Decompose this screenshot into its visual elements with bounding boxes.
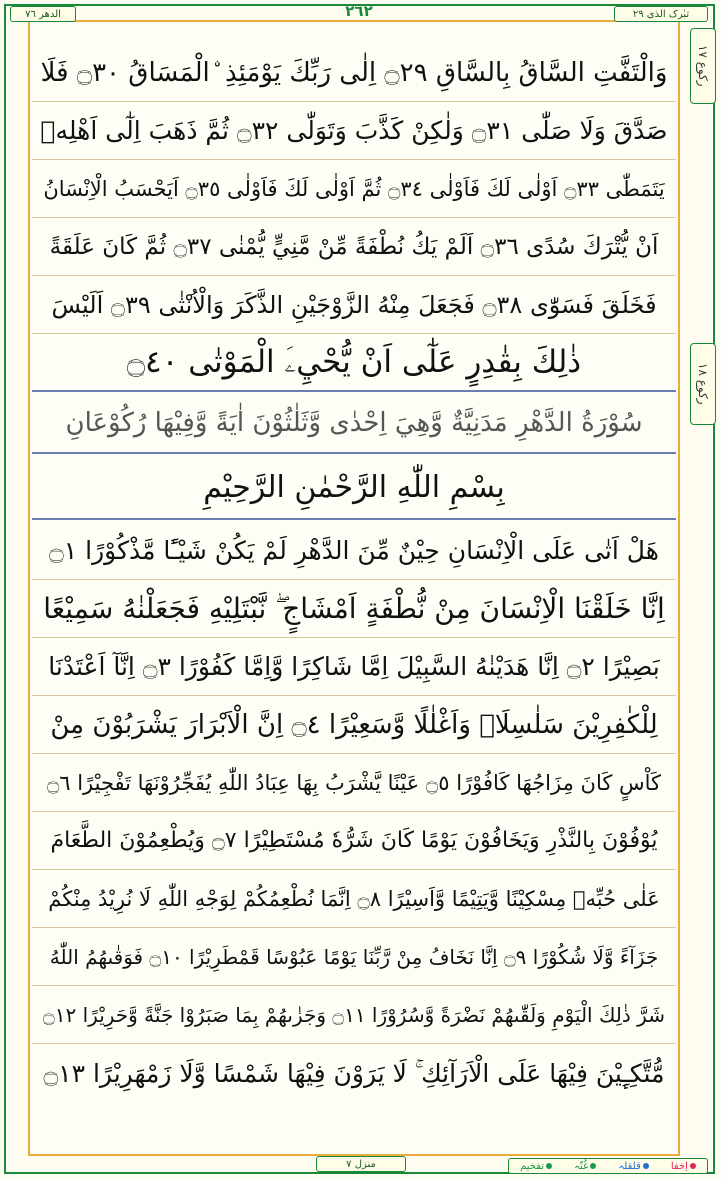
verse-line-1: وَالْتَفَّتِ السَّاقُ بِالسَّاقِ ۝٢٩ اِلٰى رَبِّكَ يَوْمَئِذِ ۨالْمَسَاقُ ۝٣٠ فَلَا	[32, 44, 676, 102]
verse-line-2: صَدَّقَ وَلَا صَلّٰى ۝٣١ وَلٰكِنْ كَذَّبَ وَتَوَلّٰى ۝٣٢ ثُمَّ ذَهَبَ اِلٰٓى اَهْلِهٖ	[32, 102, 676, 160]
verse-line-8: اِنَّا خَلَقْنَا الْاِنْسَانَ مِنْ نُّطْفَةٍ اَمْشَاجٍ ۖ نَّبْتَلِيْهِ فَجَعَلْنٰهُ سَمِيْعًا	[32, 580, 676, 638]
verse-line-6: ذٰلِكَ بِقٰدِرٍ عَلٰٓى اَنْ يُّحْيِۦَ الْمَوْتٰى ۝٤٠	[32, 334, 676, 392]
verse-line-14: جَزَآءً وَّلَا شُكُوْرًا ۝٩ اِنَّا نَخَافُ مِنْ رَّبِّنَا يَوْمًا عَبُوْسًا قَمْطَرِيْرًا ۝١٠ فَوَقٰىهُمُ اللّٰهُ	[32, 928, 676, 986]
legend-item-ikhfa: اِخفا	[671, 1161, 696, 1172]
verse-line-3: يَتَمَطّٰى ۝٣٣ اَوْلٰى لَكَ فَاَوْلٰى ۝٣٤ ثُمَّ اَوْلٰى لَكَ فَاَوْلٰى ۝٣٥ اَيَحْسَبُ الْاِنْسَانُ	[32, 160, 676, 218]
legend-item-tafkheem: تفخیم	[520, 1161, 552, 1172]
red-dot-icon	[690, 1163, 696, 1169]
surah-label: الدھر ٧٦	[10, 6, 76, 22]
green-dot-icon	[590, 1163, 596, 1169]
surah-header: سُوْرَةُ الدَّهْرِ مَدَنِيَّةٌ وَّهِيَ اِحْدٰى وَّثَلٰثُوْنَ اٰيَةً وَّفِيْهَا رُكُوْعَانِ	[32, 394, 676, 454]
blue-dot-icon	[643, 1163, 649, 1169]
verse-line-11: كَاْسٍ كَانَ مِزَاجُهَا كَافُوْرًا ۝٥ عَيْنًا يَّشْرَبُ بِهَا عِبَادُ اللّٰهِ يُفَجِّرُوْنَهَا تَفْجِيْرًا ۝٦	[32, 754, 676, 812]
bismillah: بِسْمِ اللّٰهِ الرَّحْمٰنِ الرَّحِيْمِ	[32, 456, 676, 520]
verse-line-10: لِلْكٰفِرِيْنَ سَلٰسِلَا۟ وَاَغْلٰلًا وَّسَعِيْرًا ۝٤ اِنَّ الْاَبْرَارَ يَشْرَبُوْنَ مِنْ	[32, 696, 676, 754]
verse-line-15: شَرَّ ذٰلِكَ الْيَوْمِ وَلَقّٰىهُمْ نَضْرَةً وَّسُرُوْرًا ۝١١ وَجَزٰىهُمْ بِمَا صَبَرُوْا جَنَّةً وَّحَرِيْرًا ۝١٢	[32, 986, 676, 1044]
verse-line-12: يُوْفُوْنَ بِالنَّذْرِ وَيَخَافُوْنَ يَوْمًا كَانَ شَرُّهٗ مُسْتَطِيْرًا ۝٧ وَيُطْعِمُوْنَ الطَّعَامَ	[32, 812, 676, 870]
page-number: ٢٦٢	[345, 2, 373, 20]
verse-line-9: بَصِيْرًا ۝٢ اِنَّا هَدَيْنٰهُ السَّبِيْلَ اِمَّا شَاكِرًا وَّاِمَّا كَفُوْرًا ۝٣ اِنَّآ اَعْتَدْنَا	[32, 638, 676, 696]
legend-item-qalqala: قلقلہ	[618, 1161, 648, 1172]
ruku-marker-2: ركوع ١٨	[690, 343, 716, 425]
green-dot-icon	[546, 1163, 552, 1169]
verse-line-16: مُّتَّكِـِٕيْنَ فِيْهَا عَلَى الْاَرَآئِكِ ۚ لَا يَرَوْنَ فِيْهَا شَمْسًا وَّلَا زَمْهَرِيْرًا ۝١٣	[43, 1059, 665, 1088]
verse-line-4: اَنْ يُّتْرَكَ سُدًى ۝٣٦ اَلَمْ يَكُ نُطْفَةً مِّنْ مَّنِيٍّ يُّمْنٰى ۝٣٧ ثُمَّ كَانَ عَلَقَةً	[32, 218, 676, 276]
ruku-marker-1: ركوع ١٧	[690, 28, 716, 104]
legend-item-ghunna: غُنّہ	[574, 1161, 596, 1172]
para-label: تبٰرک الذی ٢٩	[614, 6, 708, 22]
verse-line-5: فَخَلَقَ فَسَوّٰى ۝٣٨ فَجَعَلَ مِنْهُ الزَّوْجَيْنِ الذَّكَرَ وَالْاُنْثٰى ۝٣٩ اَلَيْسَ	[32, 276, 676, 334]
verse-line-13: عَلٰى حُبِّهٖ مِسْكِيْنًا وَّيَتِيْمًا وَّاَسِيْرًا ۝٨ اِنَّمَا نُطْعِمُكُمْ لِوَجْهِ اللّٰهِ لَا نُرِيْدُ مِنْكُمْ	[32, 870, 676, 928]
tajweed-legend	[508, 1158, 708, 1174]
verse-line-7: هَلْ اَتٰى عَلَى الْاِنْسَانِ حِيْنٌ مِّنَ الدَّهْرِ لَمْ يَكُنْ شَيْـًٔا مَّذْكُوْرًا ۝١	[32, 522, 676, 580]
manzil-label: منزل ٧	[316, 1156, 406, 1172]
